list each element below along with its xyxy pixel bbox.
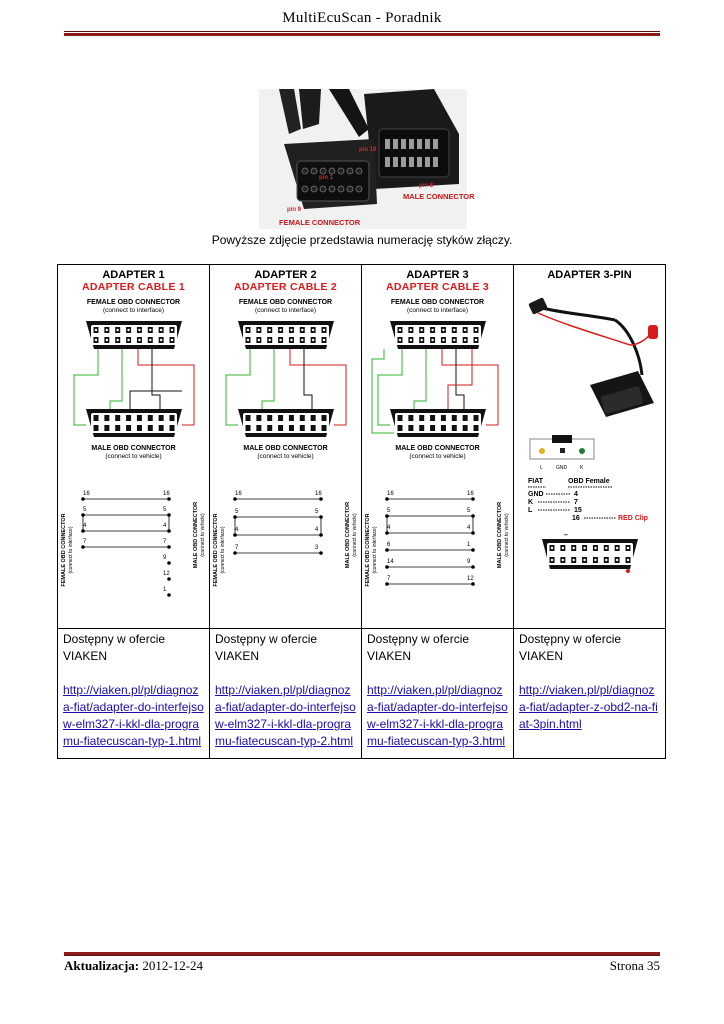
schematic-right-pin-label: 4 [466,525,470,531]
adapter-2-link[interactable]: http://viaken.pl/pl/diagnoza-fiat/adapter-do-interfejsow-elm327-i-kkl-dla-programu-fiatecuscan-typ-2.html [215,683,356,748]
obd-pin-hole [268,339,270,341]
obd-pin [136,415,141,421]
schematic-right-pin-label: 16 [466,491,474,497]
green-wire [262,349,274,409]
adapter-2-schematic [211,485,361,615]
photo-pin8-label: pin 8 [419,183,434,189]
obd-pin-hole [311,339,313,341]
green-wire [372,349,394,433]
adapter-3-link[interactable]: http://viaken.pl/pl/diagnoza-fiat/adapter-do-interfejsow-elm327-i-kkl-dla-programu-fiatecuscan-typ-3.html [367,683,508,748]
schematic-left-side-label: FEMALE OBD CONNECTOR [60,513,67,587]
schematic-right-side-label: MALE OBD CONNECTOR [344,501,351,569]
obd-pin [321,415,326,421]
obd-pin [462,415,467,421]
photo-female-label: FEMALE CONNECTOR [279,218,361,227]
obd-pin [245,425,250,431]
mapping-k-pin: 7 [573,499,578,506]
document-header-title: MultiEcuScan - Poradnik [282,10,442,26]
obd-pin [288,425,293,431]
header-rule [64,31,660,36]
obd-pin [451,415,456,421]
obd-pin-hole [431,329,433,331]
mapping-obd-header: OBD Female [567,478,610,485]
obd-pin-hole [149,329,151,331]
schematic-right-side-note: (connect to vehicle) [503,513,510,557]
obd-pin-hole [290,339,292,341]
obd-pin-hole [268,329,270,331]
schematic-right-pin-label: 5 [162,507,166,513]
obd-pin-hole [301,329,303,331]
red-wire [448,349,472,409]
adapter-3pin-diagram-cell [514,265,666,629]
black-wire [130,391,182,409]
schematic-left-pin-label: 4 [234,527,238,533]
schematic-left-pin-label: 4 [82,523,86,529]
schematic-right-side-label: MALE OBD CONNECTOR [192,501,199,569]
green-wire [414,349,426,409]
obd-pin-hole [474,329,476,331]
obd-pin [419,415,424,421]
schematic-right-pin-label: 5 [314,509,318,515]
obd-pin-hole [474,339,476,341]
obd-pin-hole [605,547,607,549]
obd-pin [136,425,141,431]
obd-connector-face [91,413,177,433]
obd-connector-face [547,543,633,565]
adapter-1-male-caption: MALE OBD CONNECTOR (connect to vehicle) [91,445,176,460]
obd-pin [93,425,98,431]
obd-pin [473,415,478,421]
adapter-2-info-cell [210,629,362,759]
mapping-l-pin: 15 [573,507,582,514]
schematic-left-pin-label: 7 [82,539,86,545]
obd-pin-hole [105,329,107,331]
obd-pin [126,425,131,431]
obd-connector-face [243,413,329,433]
schematic-left-pin-label: 7 [234,545,238,551]
obd-pin-hole [301,339,303,341]
photo-pin9-label: pin 9 [287,207,302,213]
obd-pin-hole [594,559,596,561]
obd-pin-hole [453,329,455,331]
adapter-2-male-caption: MALE OBD CONNECTOR (connect to vehicle) [243,445,328,460]
footer-page-number: Strona 35 [609,958,660,973]
schematic-left-pin-label: 16 [386,491,394,497]
obd-pin-hole [626,559,628,561]
footer-rule [64,951,660,956]
adapter-3-offer: Dostępny w ofercie VIAKEN [367,632,470,663]
obd-pin [408,415,413,421]
mapping-red-clip: RED Clip [617,515,648,522]
obd-pin-hole [149,339,151,341]
black-wire [152,349,160,409]
footer-update-date: 2012-12-24 [142,958,204,973]
schematic-left-pin-label: 14 [386,559,394,565]
schematic-left-side-note: (connect to interface) [67,526,74,574]
adapter-3pin-mapping [520,475,660,531]
obd-pin-hole [311,329,313,331]
adapter-2-subtitle: ADAPTER CABLE 2 [233,281,338,293]
adapter-3-female-caption: FEMALE OBD CONNECTOR (connect to interface) [390,299,485,314]
document-footer [64,958,660,974]
obd-pin-hole [572,547,574,549]
mapping-k: K [527,499,533,506]
obd-pin [419,425,424,431]
obd-connector-face [395,325,481,345]
adapter-2-wiring [216,315,356,445]
obd-pin-hole [561,547,563,549]
photo-pin16-label: pin 16 [359,147,377,153]
adapter-2-offer: Dostępny w ofercie VIAKEN [215,632,318,663]
black-wire [304,349,312,409]
obd-pin-hole [127,329,129,331]
adapter-1-title: ADAPTER 1 [102,269,165,281]
obd-pin-hole [138,329,140,331]
obd-pin-hole [583,547,585,549]
obd-pin-hole [159,329,161,331]
schematic-left-pin-label: 5 [234,509,238,515]
obd-pin-hole [170,329,172,331]
obd-pin-hole [594,547,596,549]
obd-pin-hole [105,339,107,341]
obd-pin [104,425,109,431]
obd-pin [267,415,272,421]
obd-pin [256,425,261,431]
schematic-right-side-label: MALE OBD CONNECTOR [496,501,503,569]
obd-pin-hole [453,339,455,341]
adapter-1-wiring [64,315,204,445]
obd-pin [451,425,456,431]
adapter-3pin-link[interactable]: http://viaken.pl/pl/diagnoza-fiat/adapter-z-obd2-na-fiat-3pin.html [519,683,658,731]
obd-pin-hole [605,559,607,561]
schematic-right-pin-label: 12 [162,571,170,577]
adapter-3-schematic [363,485,513,615]
obd-pin-hole [626,547,628,549]
obd-pin [440,415,445,421]
obd-pin-hole [116,329,118,331]
obd-pin [288,415,293,421]
schematic-left-pin-label: 16 [234,491,242,497]
schematic-right-pin-label: 4 [162,523,166,529]
obd-pin [299,425,304,431]
schematic-right-pin-label: 9 [466,559,470,565]
adapter-1-link[interactable]: http://viaken.pl/pl/diagnoza-fiat/adapter-do-interfejsow-elm327-i-kkl-dla-programu-fiatecuscan-typ-1.html [63,683,204,748]
connector-photo [259,89,475,229]
mapping-fiat-header: FIAT [527,478,543,485]
obd-pin [169,415,174,421]
schematic-right-pin-label: 16 [162,491,170,497]
obd-pin-hole [116,339,118,341]
obd-pin-hole [561,559,563,561]
obd-pin-hole [572,559,574,561]
obd-pin-hole [398,339,400,341]
obd-pin-hole [463,339,465,341]
obd-pin-hole [442,329,444,331]
obd-pin-hole [550,559,552,561]
obd-pin-hole [409,339,411,341]
mapping-gnd: GND [527,491,544,498]
obd-pin [115,415,120,421]
adapter-3pin-info-cell [514,629,666,759]
obd-pin-hole [138,339,140,341]
obd-pin [299,415,304,421]
schematic-left-side-note: (connect to interface) [371,526,378,574]
schematic-left-side-label: FEMALE OBD CONNECTOR [212,513,219,587]
adapter-3pin-plug-diagram [520,435,660,475]
obd-pin-hole [442,339,444,341]
schematic-left-pin-label: 16 [82,491,90,497]
black-wire [456,349,464,409]
schematic-left-pin-label: 7 [386,576,390,582]
adapter-1-info-cell [58,629,210,759]
obd-pin [169,425,174,431]
adapter-3pin-cable-photo [520,285,660,435]
obd-pin-hole [463,329,465,331]
adapters-table [57,264,666,759]
schematic-right-pin-label: 1 [162,587,166,593]
schematic-left-pin-label: 4 [386,525,390,531]
obd-pin-hole [246,339,248,341]
obd-pin-hole [583,559,585,561]
obd-pin [256,415,261,421]
adapter-3-title: ADAPTER 3 [406,269,469,281]
mapping-gnd-pin: 4 [573,491,578,498]
plug-k-label: K [579,465,583,471]
obd-pin-hole [398,329,400,331]
obd-pin-hole [257,339,259,341]
mapping-l: L [527,507,532,514]
obd-pin-hole [127,339,129,341]
obd-pin-hole [159,339,161,341]
obd-pin [126,415,131,421]
schematic-right-pin-label: 7 [162,539,166,545]
obd-pin-hole [170,339,172,341]
obd-connector-face [91,325,177,345]
obd-pin-hole [94,339,96,341]
photo-caption: Powyższe zdjęcie przedstawia numerację styków złączy. [211,233,513,247]
obd-pin [321,425,326,431]
schematic-right-pin [167,593,171,597]
obd-pin [462,425,467,431]
schematic-left-side-note: (connect to interface) [219,526,226,574]
obd-pin [158,425,163,431]
obd-pin [278,425,283,431]
adapter-2-female-caption: FEMALE OBD CONNECTOR (connect to interface) [238,299,333,314]
adapter-3-subtitle: ADAPTER CABLE 3 [385,281,490,293]
adapter-3-diagram-cell [362,265,514,629]
schematic-right-pin-label: 1 [466,542,470,548]
obd-pin [310,415,315,421]
obd-pin [115,425,120,431]
photo-pin1-label: pin 1 [319,175,334,181]
red-clip-dot [626,569,630,573]
obd-pin [245,415,250,421]
obd-pin-hole [431,339,433,341]
schematic-left-side-label: FEMALE OBD CONNECTOR [364,513,371,587]
adapter-1-offer: Dostępny w ofercie VIAKEN [63,632,166,663]
adapter-1-female-caption: FEMALE OBD CONNECTOR (connect to interface) [86,299,181,314]
obd-pin-hole [420,339,422,341]
schematic-right-pin [167,577,171,581]
obd-pin [158,415,163,421]
plug-gnd-label: GND [555,465,567,471]
obd-pin-hole [615,547,617,549]
obd-pin-hole [94,329,96,331]
schematic-right-pin-label: 3 [314,545,318,551]
obd-pin [397,415,402,421]
schematic-right-pin-label: 4 [314,527,318,533]
obd-pin [408,425,413,431]
obd-pin [440,425,445,431]
schematic-right-pin-label: 16 [314,491,322,497]
schematic-right-pin [167,561,171,565]
photo-male-label: MALE CONNECTOR [403,192,475,201]
obd-pin-hole [290,329,292,331]
adapter-3-wiring [368,315,508,445]
adapter-3pin-title: ADAPTER 3-PIN [547,269,632,281]
adapter-3-male-caption: MALE OBD CONNECTOR (connect to vehicle) [395,445,480,460]
obd-pin-hole [279,329,281,331]
obd-pin [397,425,402,431]
obd-connector-face [243,325,329,345]
obd-pin [147,415,152,421]
obd-pin-hole [322,339,324,341]
obd-pin [104,415,109,421]
schematic-right-pin-label: 5 [466,508,470,514]
obd-pin [278,415,283,421]
obd-pin [430,425,435,431]
obd-pin [93,415,98,421]
obd-pin-hole [420,329,422,331]
schematic-left-pin-label: 5 [386,508,390,514]
adapter-2-title: ADAPTER 2 [254,269,317,281]
schematic-left-pin-label: 5 [82,507,86,513]
obd-pin-hole [246,329,248,331]
obd-pin [267,425,272,431]
green-wire [110,349,122,409]
schematic-left-pin-label: 6 [386,542,390,548]
adapter-3pin-obd-connector [520,531,660,591]
adapter-3pin-offer: Dostępny w ofercie VIAKEN [519,632,622,663]
adapter-1-diagram-cell [58,265,210,629]
schematic-right-pin-label: 12 [466,576,474,582]
footer-update-label: Aktualizacja: [64,958,140,973]
obd-connector-face [395,413,481,433]
obd-pin-hole [409,329,411,331]
obd-pin [147,425,152,431]
adapter-1-subtitle: ADAPTER CABLE 1 [81,281,186,293]
obd-pin [473,425,478,431]
obd-pin [310,425,315,431]
adapter-1-schematic [59,485,209,615]
adapter-3-info-cell [362,629,514,759]
obd-pin [430,415,435,421]
schematic-right-side-note: (connect to vehicle) [351,513,358,557]
obd-pin-hole [279,339,281,341]
plug-l-label: L [539,465,543,471]
obd-minus-mark: – [563,532,568,539]
obd-pin-hole [322,329,324,331]
adapter-2-diagram-cell [210,265,362,629]
obd-pin-hole [257,329,259,331]
obd-pin-hole [550,547,552,549]
obd-pin-hole [615,559,617,561]
schematic-right-pin-label: 9 [162,555,166,561]
schematic-right-side-note: (connect to vehicle) [199,513,206,557]
mapping-red-pin: 16 [571,515,580,522]
